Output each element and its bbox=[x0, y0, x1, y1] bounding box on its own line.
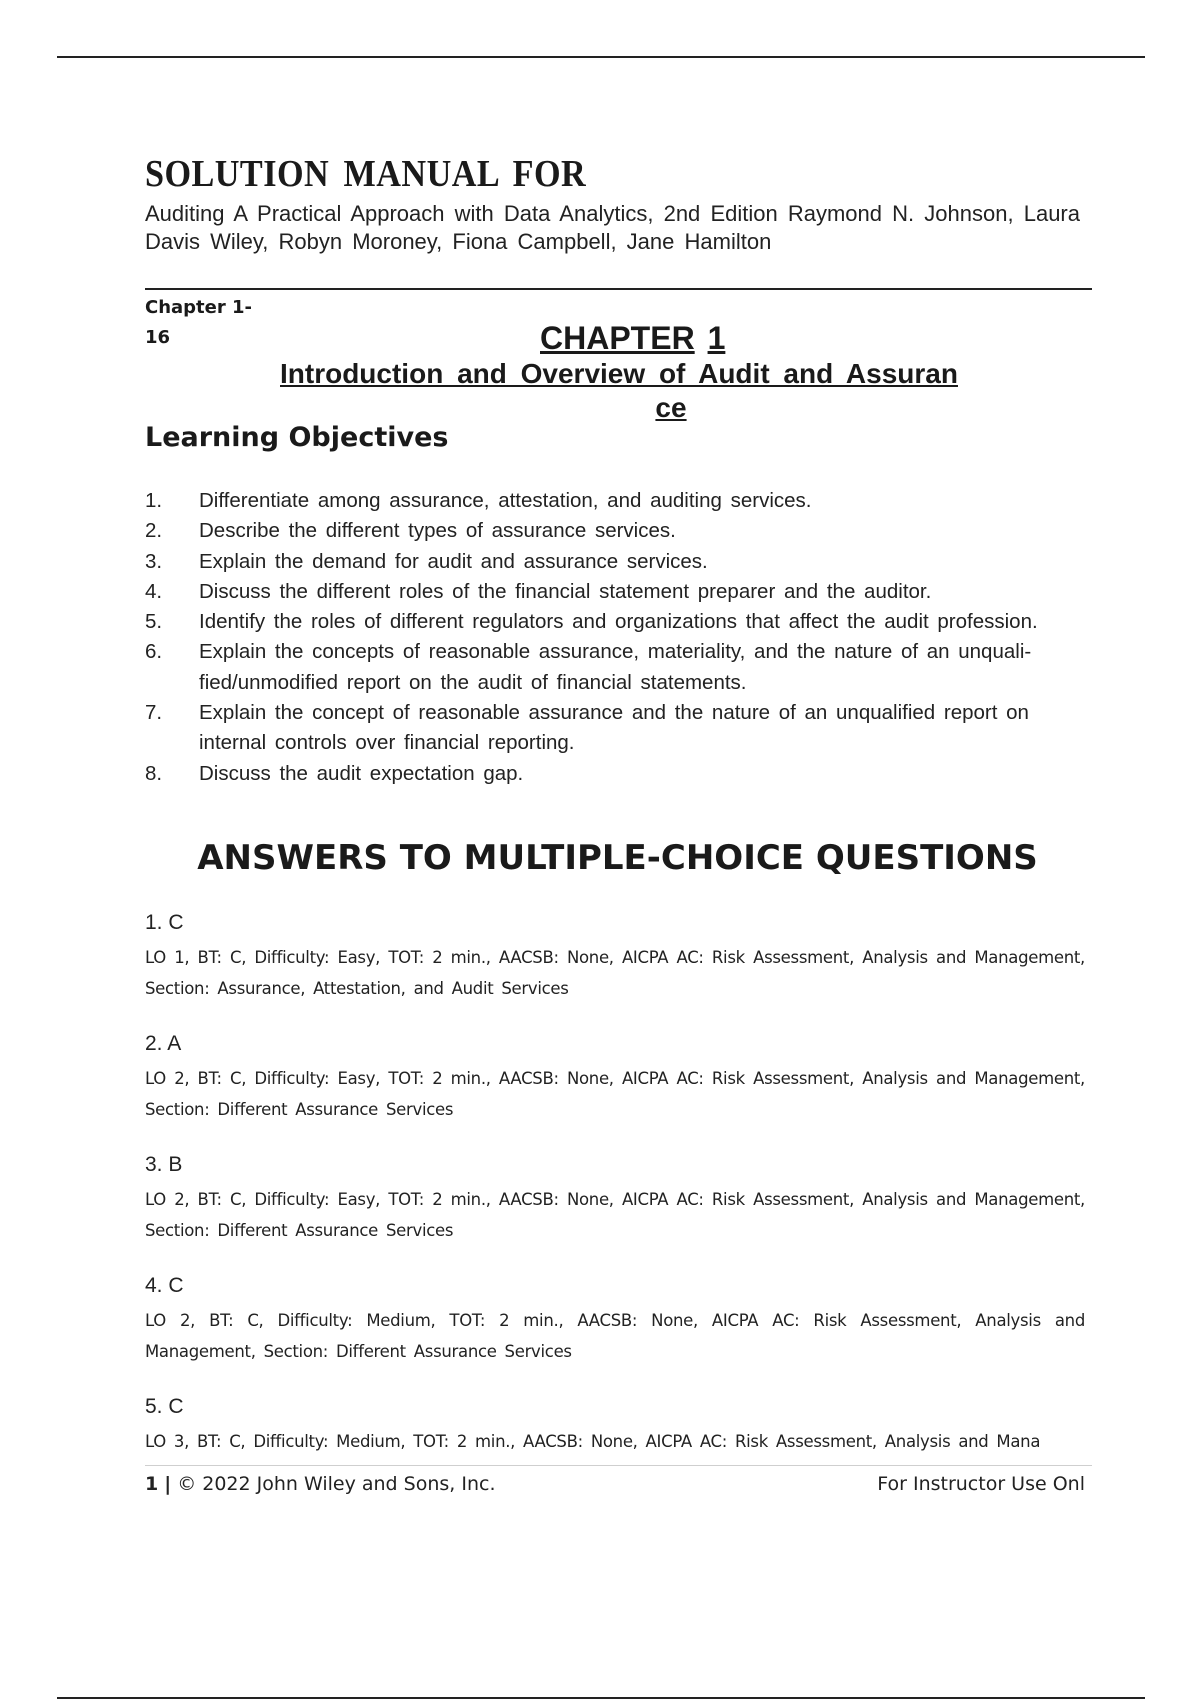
chapter-title-line1: Introduction and Overview of Audit and Assuran bbox=[280, 358, 958, 389]
objective-text: Explain the concepts of reasonable assurance, materiality, and the nature of an unquali- fied/unmodified report on the audit of financial statements. bbox=[199, 640, 1032, 694]
objective-number: 8. bbox=[145, 761, 163, 785]
answer-item bbox=[145, 1031, 1085, 1152]
chapter-heading bbox=[540, 320, 725, 357]
objective-number: 7. bbox=[145, 701, 163, 725]
answer-metadata: LO 2, BT: C, Difficulty: Easy, TOT: 2 min., AACSB: None, AICPA AC: Risk Assessment, Analysis and Management, Section: Different Assurance Services bbox=[145, 1190, 1085, 1240]
bottom-divider bbox=[57, 1697, 1145, 1699]
objective-text: Differentiate among assurance, attestation, and auditing services. bbox=[199, 489, 812, 512]
objective-item bbox=[145, 698, 1135, 759]
document-subtitle: Auditing A Practical Approach with Data Analytics, 2nd Edition Raymond N. Johnson, Laura Davis Wiley, Robyn Moroney, Fiona Campbell, Jane Hamilton bbox=[145, 201, 1080, 254]
objective-text: Explain the concept of reasonable assurance and the nature of an unqualified report on internal controls over financial reporting. bbox=[199, 701, 1029, 755]
chapter-title-line2: ce bbox=[655, 392, 687, 423]
objective-number: 2. bbox=[145, 519, 163, 543]
answer-key: 5. C bbox=[145, 1395, 184, 1418]
answer-metadata: LO 2, BT: C, Difficulty: Medium, TOT: 2 min., AACSB: None, AICPA AC: Risk Assessment, Analysis and Management, Section: Different Assurance Services bbox=[145, 1311, 1085, 1361]
objective-item bbox=[145, 516, 1135, 546]
answer-item bbox=[145, 910, 1085, 1031]
copyright-text: © 2022 John Wiley and Sons, Inc. bbox=[177, 1473, 496, 1495]
top-divider bbox=[57, 56, 1145, 58]
objective-number: 1. bbox=[145, 489, 163, 512]
answers-heading: ANSWERS TO MULTIPLE-CHOICE QUESTIONS bbox=[197, 838, 1038, 878]
chapter-number: 1 bbox=[707, 320, 726, 356]
page-footer bbox=[145, 1470, 1085, 1498]
answer-key: 4. C bbox=[145, 1274, 184, 1297]
objective-number: 4. bbox=[145, 579, 163, 603]
answer-item bbox=[145, 1273, 1085, 1394]
instructor-use-text: For Instructor Use Onl bbox=[877, 1473, 1085, 1495]
answer-metadata: LO 1, BT: C, Difficulty: Easy, TOT: 2 min., AACSB: None, AICPA AC: Risk Assessment, Analysis and Management, Section: Assurance, Attestation, and Audit Services bbox=[145, 948, 1085, 998]
footer-divider bbox=[145, 1465, 1092, 1466]
objective-item bbox=[145, 607, 1135, 637]
objective-text: Identify the roles of different regulators and organizations that affect the audit profession. bbox=[199, 610, 1038, 634]
objective-item bbox=[145, 486, 1135, 516]
document-title: SOLUTION MANUAL FOR bbox=[145, 153, 587, 195]
objective-text: Describe the different types of assurance services. bbox=[199, 519, 676, 543]
header-divider bbox=[145, 288, 1092, 290]
answer-metadata: LO 2, BT: C, Difficulty: Easy, TOT: 2 min., AACSB: None, AICPA AC: Risk Assessment, Analysis and Management, Section: Different Assurance Services bbox=[145, 1069, 1085, 1119]
learning-objectives-heading: Learning Objectives bbox=[145, 422, 449, 453]
answer-metadata: LO 3, BT: C, Difficulty: Medium, TOT: 2 min., AACSB: None, AICPA AC: Risk Assessment, Analysis and Mana bbox=[145, 1432, 1041, 1451]
objective-number: 3. bbox=[145, 549, 163, 573]
objective-number: 6. bbox=[145, 640, 163, 664]
chapter-title bbox=[270, 357, 962, 425]
footer-separator: | bbox=[164, 1473, 172, 1495]
objective-item bbox=[145, 577, 1135, 607]
answer-item bbox=[145, 1152, 1085, 1273]
page-number: 1 bbox=[145, 1473, 159, 1495]
objective-text: Explain the demand for audit and assurance services. bbox=[199, 549, 708, 573]
answer-key: 1. C bbox=[145, 911, 184, 934]
chapter-range: Chapter 1-16 bbox=[145, 297, 253, 348]
answer-key: 3. B bbox=[145, 1153, 183, 1176]
answers-list bbox=[145, 910, 1085, 1515]
objective-item bbox=[145, 637, 1135, 698]
learning-objectives-list bbox=[145, 486, 1135, 789]
objective-number: 5. bbox=[145, 610, 163, 634]
chapter-label: CHAPTER bbox=[540, 320, 695, 356]
answer-key: 2. A bbox=[145, 1032, 182, 1055]
objective-text: Discuss the different roles of the financial statement preparer and the auditor. bbox=[199, 579, 932, 603]
objective-item bbox=[145, 547, 1135, 577]
objective-text: Discuss the audit expectation gap. bbox=[199, 761, 524, 785]
objective-item bbox=[145, 759, 1135, 789]
